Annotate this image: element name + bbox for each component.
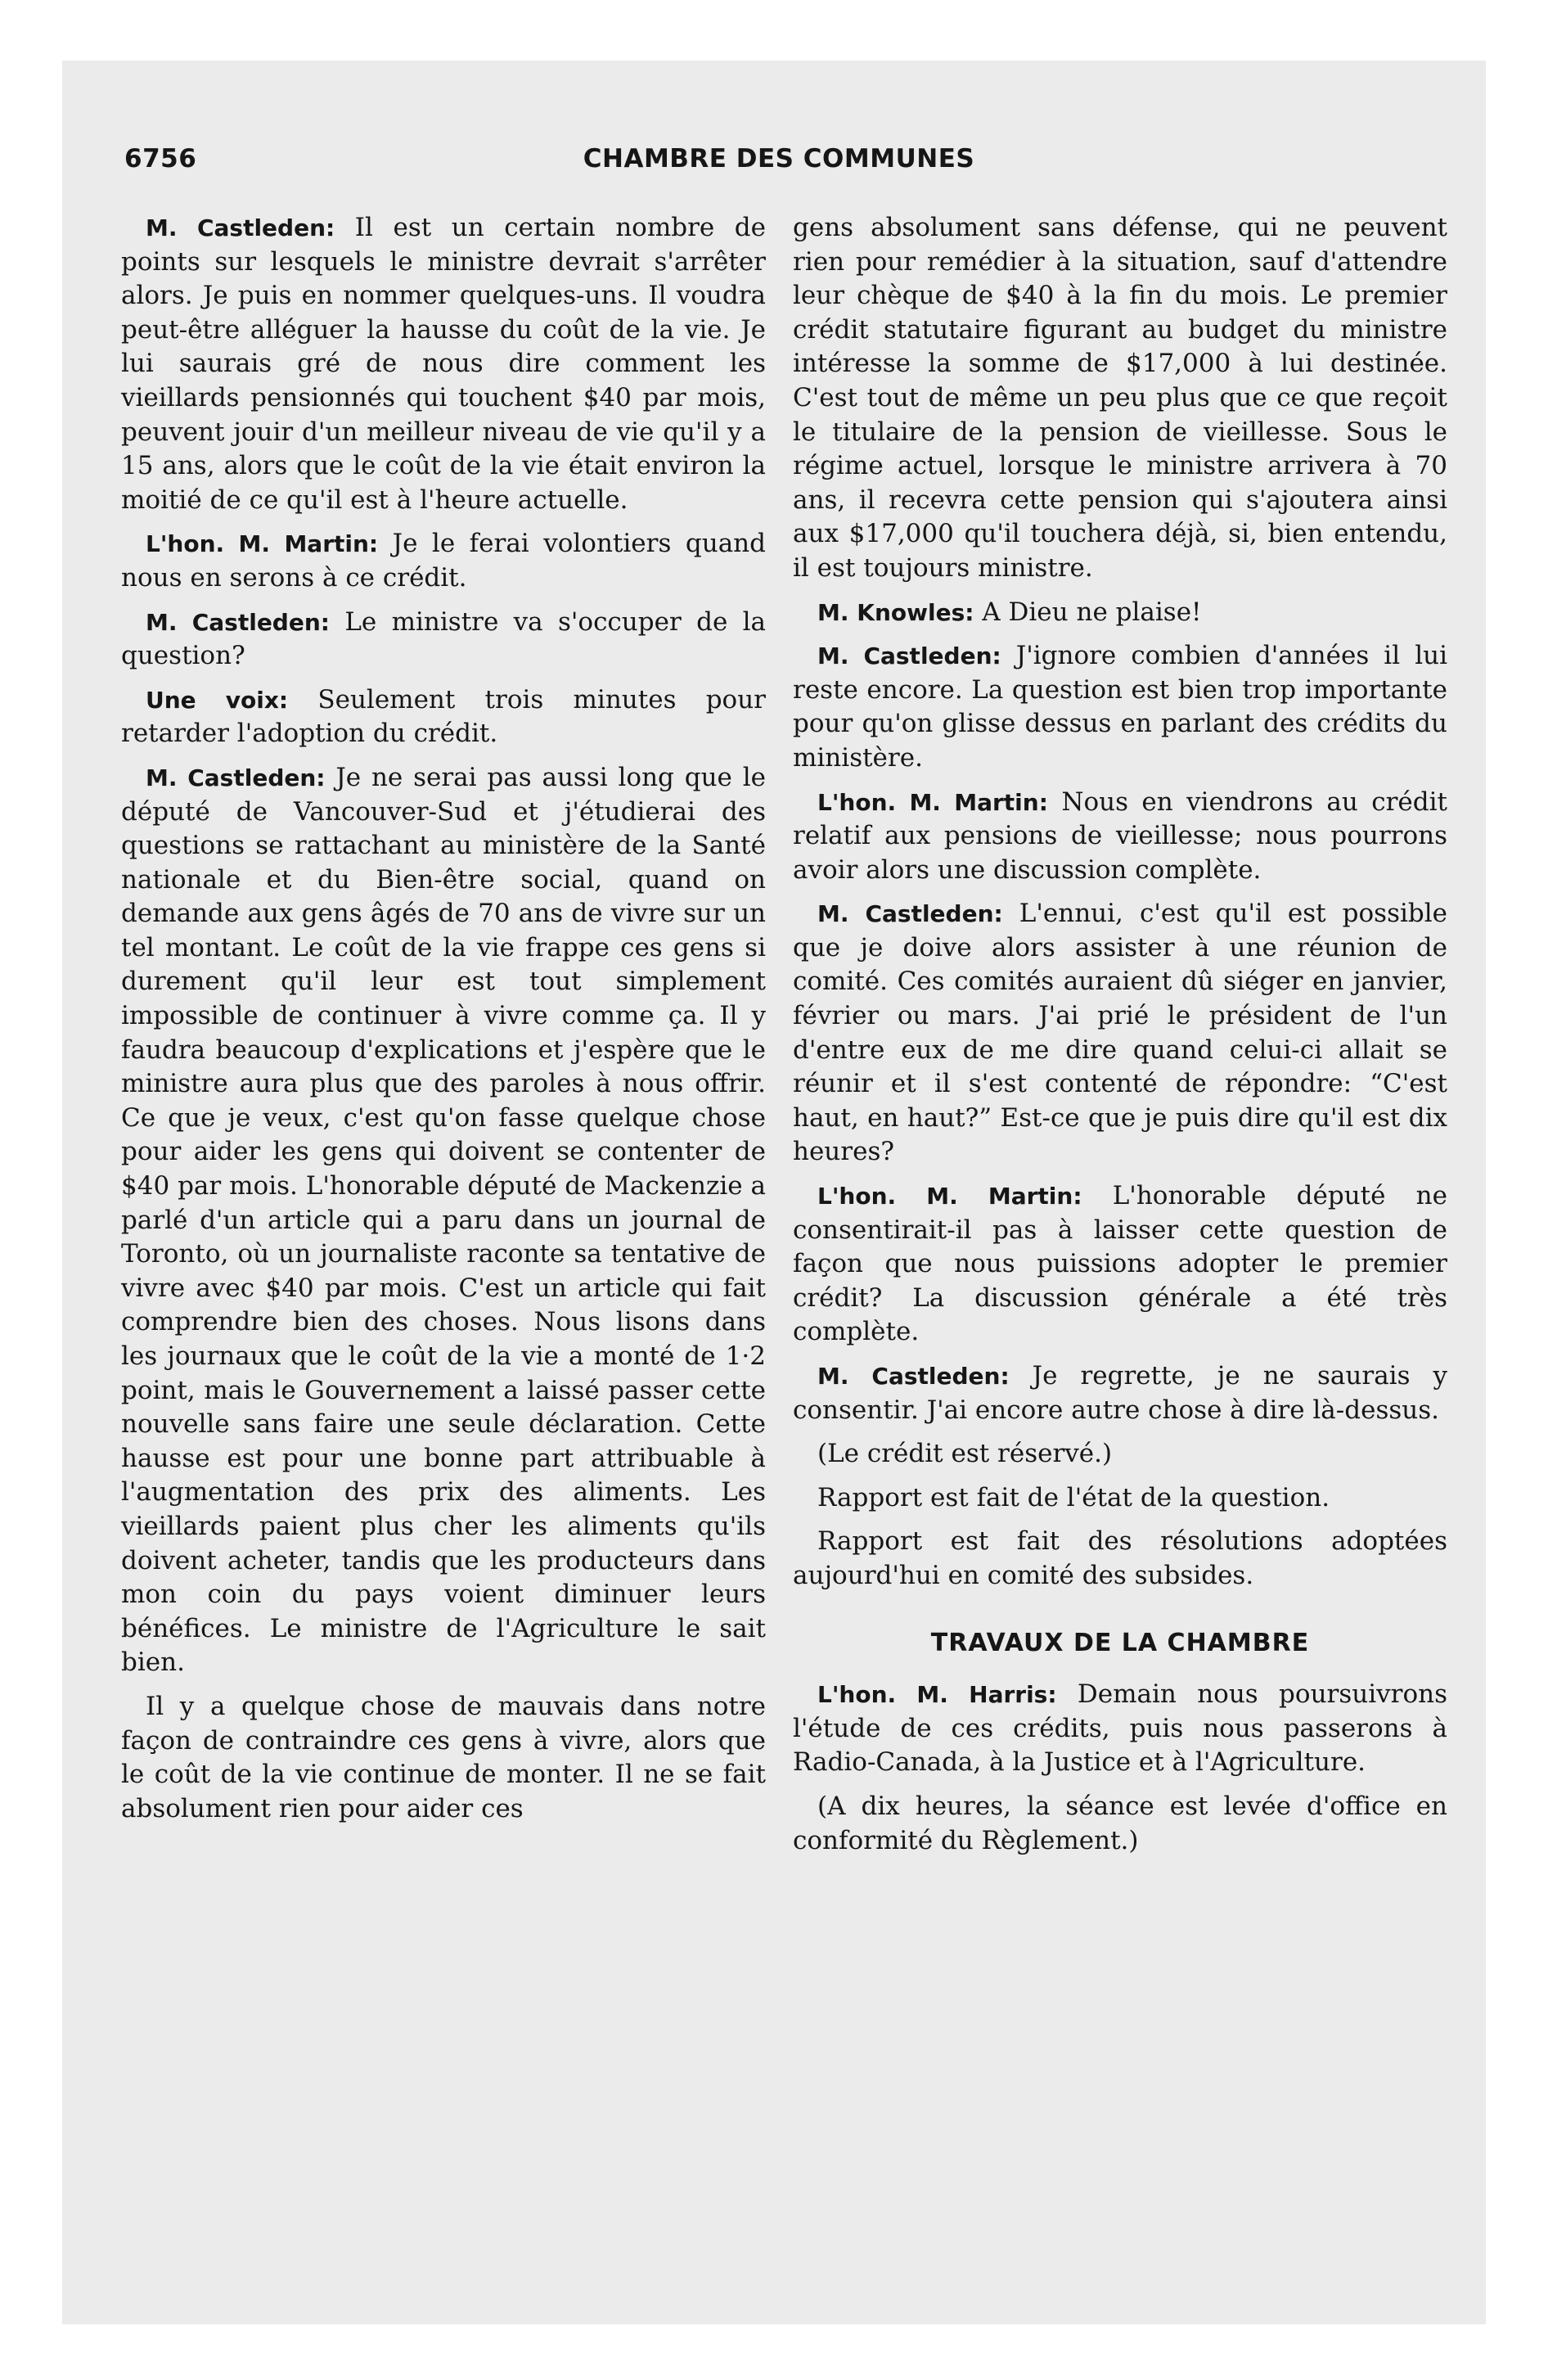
right-column-after-heading — [793, 1678, 1447, 1858]
speaker-name: M. Castleden: — [817, 1363, 1010, 1390]
paragraph — [793, 1525, 1447, 1593]
speaker-name: L'hon. M. Harris: — [817, 1681, 1057, 1709]
paragraph — [121, 211, 766, 517]
paragraph — [793, 1790, 1447, 1858]
paragraph — [793, 639, 1447, 775]
speaker-name: Une voix: — [146, 686, 289, 714]
page-number: 6756 — [124, 144, 197, 174]
running-title: CHAMBRE DES COMMUNES — [583, 144, 975, 174]
paragraph — [793, 1481, 1447, 1516]
paragraph-text: L'honorable député ne consentirait-il pas à laisser cette question de façon que nous puissions adopter le premier crédit? La discussion générale a été très complète. — [793, 1181, 1447, 1347]
paragraph-text: gens absolument sans défense, qui ne peuvent rien pour remédier à la situation, sauf d'attendre leur chèque de $40 à la fin du mois. Le premier crédit statutaire figurant au budget du ministre intéresse la somme de $17,000 à lui destinée. C'est tout de même un peu plus que ce que reçoit le titulaire de la pension de vieillesse. Sous le régime actuel, lorsque le ministre arrivera à 70 ans, il recevra cette pension qui s'ajoutera ainsi aux $17,000 qu'il touchera déjà, si, bien entendu, il est toujours ministre. — [793, 213, 1447, 583]
paragraph — [793, 1359, 1447, 1427]
paragraph — [793, 1179, 1447, 1350]
paragraph — [793, 1678, 1447, 1780]
paragraph — [121, 761, 766, 1680]
paragraph — [121, 683, 766, 751]
paragraph-text: Il y a quelque chose de mauvais dans notre façon de contraindre ces gens à vivre, alors que le coût de la vie continue de monter. Il ne se fait absolument rien pour aider ces — [121, 1691, 766, 1823]
paragraph — [121, 606, 766, 674]
paragraph-text: L'ennui, c'est qu'il est possible que je doive alors assister à une réunion de comité. Ces comités auraient dû siéger en janvier, février ou mars. J'ai prié le président de l'un d'entre eux de me dire quand celui-ci allait se réunir et il s'est contenté de répondre: “C'est haut, en haut?” Est-ce que je puis dire qu'il est dix heures? — [793, 899, 1447, 1167]
speaker-name: M. Castleden: — [146, 608, 330, 636]
paragraph-text: Je le ferai volontiers quand nous en serons à ce crédit. — [121, 529, 766, 593]
paragraph-text: Il est un certain nombre de points sur lesquels le ministre devrait s'arrêter alors. Je puis en nommer quelques-uns. Il voudra peut-être alléguer la hausse du coût de la vie. Je lui saurais gré de nous dire comment les vieillards pensionnés qui touchent $40 par mois, peuvent jouir d'un meilleur niveau de vie qu'il y a 15 ans, alors que le coût de la vie était environ la moitié de ce qu'il est à l'heure actuelle. — [121, 213, 766, 515]
speaker-name: L'hon. M. Martin: — [817, 788, 1048, 816]
paragraph — [793, 596, 1447, 630]
paragraph-text: Rapport est fait des résolutions adoptées aujourd'hui en comité des subsides. — [793, 1526, 1447, 1590]
speaker-name: L'hon. M. Martin: — [817, 1183, 1082, 1210]
right-column — [793, 211, 1447, 1868]
speaker-name: M. Knowles: — [817, 598, 974, 626]
speaker-name: M. Castleden: — [817, 642, 1001, 670]
paragraph-text: Je regrette, je ne saurais y consentir. J'ai encore autre chose à dire là-dessus. — [793, 1361, 1448, 1425]
paragraph — [793, 1437, 1447, 1472]
speaker-name: M. Castleden: — [146, 764, 326, 791]
paragraph — [121, 527, 766, 595]
paragraph-text: (Le crédit est réservé.) — [817, 1439, 1113, 1469]
section-heading: TRAVAUX DE LA CHAMBRE — [930, 1628, 1310, 1657]
left-column — [121, 211, 766, 1836]
paragraph — [793, 786, 1447, 888]
speaker-name: M. Castleden: — [146, 214, 335, 241]
paragraph-text: Rapport est fait de l'état de la question. — [817, 1482, 1330, 1512]
paragraph-text: Je ne serai pas aussi long que le député de Vancouver-Sud et j'étudierai des questions se rattachant au ministère de la Santé nationale et du Bien-être social, quand on demande aux gens âgés de 70 ans de vivre sur un tel montant. Le coût de la vie frappe ces gens si durement qu'il leur est tout simplement impossible de continuer à vivre comme ça. Il y faudra beaucoup d'explications et j'espère que le ministre aura plus que des paroles à nous offrir. Ce que je veux, c'est qu'on fasse quelque chose pour aider les gens qui doivent se contenter de $40 par mois. L'honorable député de Mackenzie a parlé d'un article qui a paru dans un journal de Toronto, où un journaliste raconte sa tentative de vivre avec $40 par mois. C'est un article qui fait comprendre bien des choses. Nous lisons dans les journaux que le coût de la vie a monté de 1·2 point, mais le Gouvernement a laissé passer cette nouvelle sans faire une seule déclaration. Cette hausse est pour une bonne part attribuable à l'augmentation des prix des aliments. Les vieillards paient plus cher les aliments qu'ils doivent acheter, tandis que les producteurs dans mon coin du pays voient diminuer leurs bénéfices. Le ministre de l'Agriculture le sait bien. — [121, 762, 766, 1678]
paragraph — [793, 211, 1447, 586]
paragraph-text: Le ministre va s'occuper de la question? — [121, 606, 767, 671]
page-header — [124, 144, 1433, 183]
paragraph-text: J'ignore combien d'années il lui reste encore. La question est bien trop importante pour qu'on glisse dessus en parlant des crédits du ministère. — [793, 641, 1447, 773]
paragraph-text: Demain nous poursuivrons l'étude de ces crédits, puis nous passerons à Radio-Canada, à la Justice et à l'Agriculture. — [793, 1679, 1448, 1778]
paragraph-text: Nous en viendrons au crédit relatif aux pensions de vieillesse; nous pourrons avoir alors une discussion complète. — [793, 787, 1447, 885]
paragraph — [793, 897, 1447, 1170]
paragraph — [121, 1690, 766, 1826]
speaker-name: M. Castleden: — [817, 900, 1003, 928]
paragraph-text: (A dix heures, la séance est levée d'office en conformité du Règlement.) — [793, 1791, 1447, 1855]
speaker-name: L'hon. M. Martin: — [146, 530, 379, 558]
right-column-debate — [793, 211, 1447, 1593]
paragraph-text: A Dieu ne plaise! — [982, 597, 1202, 627]
paragraph-text: Seulement trois minutes pour retarder l'adoption du crédit. — [121, 684, 766, 749]
